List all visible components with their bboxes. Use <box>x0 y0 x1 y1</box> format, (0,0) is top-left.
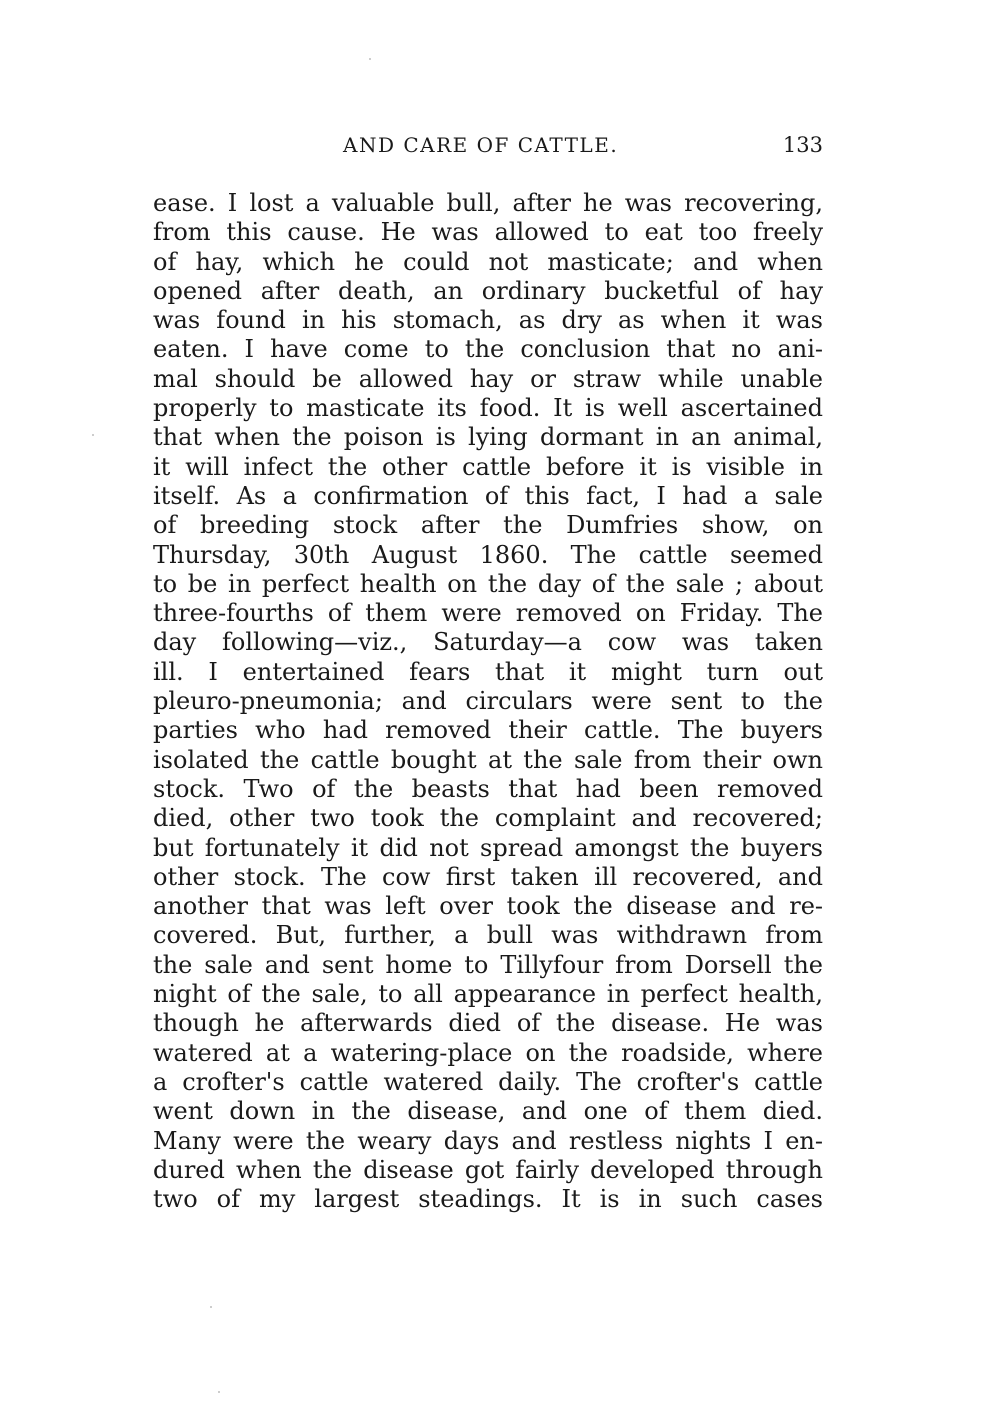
text-line: opened after death, an ordinary bucketful of hay <box>153 276 823 305</box>
text-line: isolated the cattle bought at the sale from their own <box>153 745 823 774</box>
text-line: Thursday, 30th August 1860. The cattle seemed <box>153 540 823 569</box>
page-header <box>153 128 823 164</box>
paper-speck <box>218 1391 220 1393</box>
text-line: from this cause. He was allowed to eat too freely <box>153 218 823 247</box>
text-line: ill. I entertained fears that it might turn out <box>153 657 823 686</box>
text-line: mal should be allowed hay or straw while unable <box>153 364 823 393</box>
text-line: to be in perfect health on the day of the sale ; about <box>153 569 823 598</box>
text-line: that when the poison is lying dormant in an animal, <box>153 423 823 452</box>
text-line: ease. I lost a valuable bull, after he was recovering, <box>153 189 823 217</box>
text-line: of breeding stock after the Dumfries show, on <box>153 511 823 540</box>
text-line: eaten. I have come to the conclusion that no ani- <box>153 335 823 364</box>
text-line: stock. Two of the beasts that had been removed <box>153 774 823 803</box>
text-line: though he afterwards died of the disease. He was <box>153 1009 823 1038</box>
text-line: night of the sale, to all appearance in perfect health, <box>153 980 823 1009</box>
text-line: went down in the disease, and one of them died. <box>153 1097 823 1126</box>
text-line: of hay, which he could not masticate; and when <box>153 247 823 276</box>
running-title: AND CARE OF CATTLE. <box>343 133 619 157</box>
text-line: two of my largest steadings. It is in such cases <box>153 1185 823 1214</box>
text-line: pleuro-pneumonia; and circulars were sent to the <box>153 687 823 716</box>
text-line: a crofter's cattle watered daily. The crofter's cattle <box>153 1067 823 1096</box>
text-line: was found in his stomach, as dry as when it was <box>153 306 823 335</box>
text-line: Many were the weary days and restless nights I en- <box>153 1126 823 1155</box>
text-line: it will infect the other cattle before it is visible in <box>153 452 823 481</box>
text-line: dured when the disease got fairly developed through <box>153 1155 823 1184</box>
text-line: watered at a watering-place on the roadside, where <box>153 1038 823 1067</box>
text-line: three-fourths of them were removed on Friday. The <box>153 599 823 628</box>
text-line: another that was left over took the disease and re- <box>153 892 823 921</box>
paper-speck <box>92 434 94 436</box>
text-line: day following—viz., Saturday—a cow was taken <box>153 628 823 657</box>
text-line: other stock. The cow first taken ill recovered, and <box>153 862 823 891</box>
text-line: itself. As a confirmation of this fact, I had a sale <box>153 481 823 510</box>
text-line: covered. But, further, a bull was withdrawn from <box>153 921 823 950</box>
paper-speck <box>369 58 371 60</box>
text-line: parties who had removed their cattle. The buyers <box>153 716 823 745</box>
text-line: died, other two took the complaint and recovered; <box>153 804 823 833</box>
text-line: properly to masticate its food. It is well ascertained <box>153 394 823 423</box>
text-line: but fortunately it did not spread amongst the buyers <box>153 833 823 862</box>
page-number: 133 <box>782 133 823 157</box>
body-text <box>153 189 823 1214</box>
paper-speck <box>210 1306 212 1308</box>
text-line: the sale and sent home to Tillyfour from Dorsell the <box>153 950 823 979</box>
